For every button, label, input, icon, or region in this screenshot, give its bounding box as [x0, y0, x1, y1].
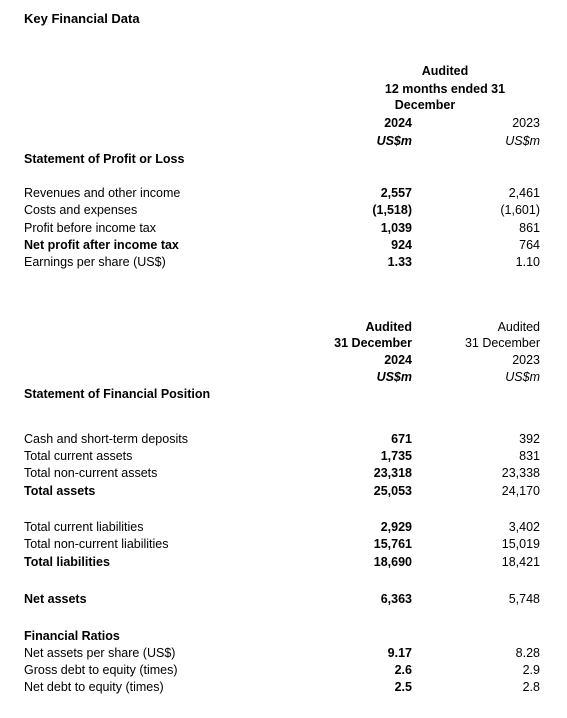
row-value-current: 924 — [391, 237, 412, 252]
row-label: Net debt to equity (times) — [24, 679, 164, 694]
fp-header-current-audited: Audited — [365, 320, 412, 334]
net-assets-label: Net assets — [24, 592, 87, 606]
row-value-prior: 831 — [519, 449, 540, 464]
row-label: Total current liabilities — [24, 520, 144, 534]
row-label: Earnings per share (US$) — [24, 255, 166, 270]
row-value-prior: 23,338 — [501, 466, 540, 481]
row-label: Total non-current liabilities — [24, 537, 169, 552]
fp-header-prior-audited: Audited — [497, 320, 540, 334]
page-title: Key Financial Data — [24, 11, 140, 26]
row-value-current: 2.5 — [394, 679, 412, 694]
row-label: Revenues and other income — [24, 186, 181, 200]
row-value-prior: 18,421 — [501, 554, 540, 569]
pl-header-period-line1: 12 months ended 31 — [384, 82, 506, 96]
pl-header-unit-current: US$m — [376, 134, 412, 148]
row-value-prior: 392 — [519, 432, 540, 446]
row-value-prior: 2,461 — [508, 186, 540, 200]
row-value-current: (1,518) — [372, 203, 412, 218]
fp-section-title: Statement of Financial Position — [24, 387, 211, 401]
row-value-prior: (1,601) — [500, 203, 540, 218]
pl-header-unit-prior: US$m — [505, 134, 540, 148]
row-label: Gross debt to equity (times) — [24, 662, 178, 677]
row-label: Total assets — [24, 483, 96, 498]
row-value-current: 1,039 — [380, 220, 412, 235]
pl-header-period-line2: December — [394, 98, 456, 112]
row-value-prior: 15,019 — [501, 537, 540, 552]
row-value-current: 25,053 — [373, 483, 412, 498]
row-value-current: 23,318 — [373, 466, 412, 481]
fp-header-current-date: 31 December — [334, 336, 412, 350]
row-value-current: 2,557 — [380, 186, 412, 200]
row-value-prior: 2.9 — [522, 662, 540, 677]
row-value-prior: 1.10 — [515, 255, 540, 270]
row-value-current: 1,735 — [380, 449, 412, 464]
row-value-current: 9.17 — [387, 646, 412, 660]
fp-header-prior-year: 2023 — [512, 353, 540, 367]
ratios-section-title: Financial Ratios — [24, 629, 120, 643]
pl-header-year-current: 2024 — [384, 116, 412, 130]
row-value-prior: 8.28 — [515, 646, 540, 660]
row-value-prior: 24,170 — [501, 483, 540, 498]
net-assets-prior: 5,748 — [508, 592, 540, 606]
net-assets-current: 6,363 — [380, 592, 412, 606]
row-value-current: 2.6 — [394, 662, 412, 677]
row-label: Total non-current assets — [24, 466, 158, 481]
pl-section-title: Statement of Profit or Loss — [24, 152, 185, 166]
row-value-prior: 2.8 — [522, 679, 540, 694]
fp-header-prior-unit: US$m — [505, 370, 540, 384]
row-value-prior: 764 — [519, 237, 540, 252]
row-label: Total current assets — [24, 449, 133, 464]
row-label: Net assets per share (US$) — [24, 646, 176, 660]
row-label: Total liabilities — [24, 554, 110, 569]
row-value-current: 18,690 — [373, 554, 412, 569]
fp-header-current-unit: US$m — [376, 370, 412, 384]
row-label: Profit before income tax — [24, 220, 157, 235]
row-label: Cash and short-term deposits — [24, 432, 188, 446]
row-value-current: 671 — [391, 432, 412, 446]
row-value-current: 15,761 — [373, 537, 412, 552]
pl-header-year-prior: 2023 — [512, 116, 540, 130]
row-label: Net profit after income tax — [24, 237, 179, 252]
row-value-current: 1.33 — [387, 255, 412, 270]
fp-header-current-year: 2024 — [384, 353, 412, 367]
fp-header-prior-date: 31 December — [464, 336, 540, 350]
pl-header-audited: Audited — [421, 64, 469, 78]
row-value-prior: 3,402 — [508, 520, 540, 534]
row-value-current: 2,929 — [380, 520, 412, 534]
row-value-prior: 861 — [519, 220, 540, 235]
row-label: Costs and expenses — [24, 203, 138, 218]
